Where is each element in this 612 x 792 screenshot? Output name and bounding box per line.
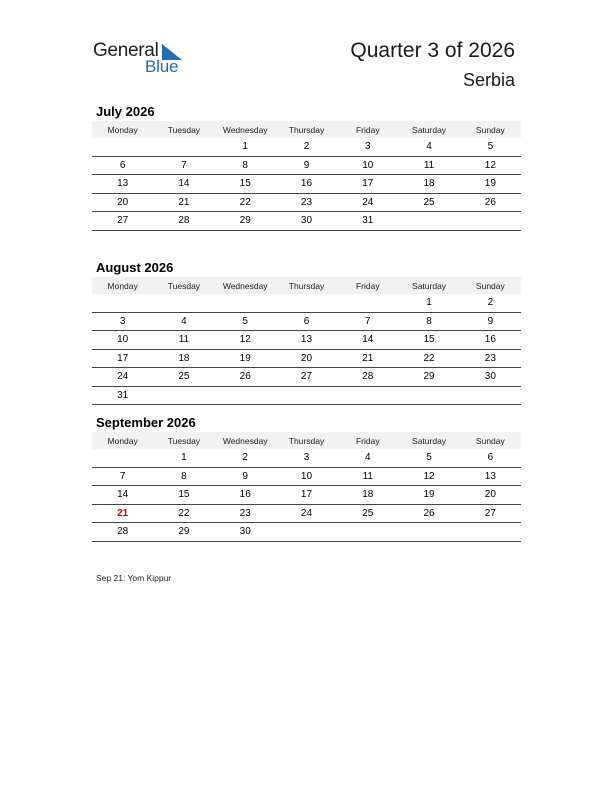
day-cell: 2 bbox=[215, 449, 276, 467]
week-row bbox=[92, 349, 521, 368]
day-cell: 27 bbox=[92, 212, 153, 231]
day-cell: 9 bbox=[276, 156, 337, 175]
week-row bbox=[92, 156, 521, 175]
day-cell: 22 bbox=[398, 349, 459, 368]
day-cell bbox=[398, 523, 459, 542]
day-cell bbox=[153, 386, 214, 405]
weekday-header: Saturday bbox=[398, 277, 459, 294]
holiday-note: Sep 21: Yom Kippur bbox=[96, 573, 172, 583]
day-cell: 7 bbox=[92, 467, 153, 486]
day-cell: 26 bbox=[460, 193, 521, 212]
generalblue-logo bbox=[93, 40, 193, 80]
day-cell: 24 bbox=[337, 193, 398, 212]
day-cell: 7 bbox=[153, 156, 214, 175]
day-cell: 11 bbox=[153, 331, 214, 350]
week-row bbox=[92, 368, 521, 387]
day-cell: 27 bbox=[276, 368, 337, 387]
weekday-header: Friday bbox=[337, 432, 398, 449]
day-cell: 19 bbox=[398, 486, 459, 505]
week-row bbox=[92, 312, 521, 331]
day-cell: 30 bbox=[276, 212, 337, 231]
day-cell: 27 bbox=[460, 504, 521, 523]
day-cell bbox=[153, 294, 214, 312]
day-cell: 23 bbox=[276, 193, 337, 212]
day-cell: 13 bbox=[460, 467, 521, 486]
day-cell: 6 bbox=[276, 312, 337, 331]
day-cell: 18 bbox=[337, 486, 398, 505]
day-cell: 1 bbox=[153, 449, 214, 467]
day-cell: 9 bbox=[215, 467, 276, 486]
day-cell bbox=[153, 138, 214, 156]
day-cell: 31 bbox=[92, 386, 153, 405]
day-cell: 17 bbox=[92, 349, 153, 368]
day-cell bbox=[92, 449, 153, 467]
day-cell: 29 bbox=[215, 212, 276, 231]
day-cell: 30 bbox=[215, 523, 276, 542]
day-cell: 22 bbox=[215, 193, 276, 212]
weekday-header: Wednesday bbox=[215, 277, 276, 294]
day-cell: 15 bbox=[215, 175, 276, 194]
day-cell: 17 bbox=[276, 486, 337, 505]
weekday-header: Sunday bbox=[460, 277, 521, 294]
day-cell: 20 bbox=[460, 486, 521, 505]
week-row bbox=[92, 523, 521, 542]
month-title: August 2026 bbox=[96, 260, 174, 275]
weekday-header: Wednesday bbox=[215, 121, 276, 138]
week-row bbox=[92, 386, 521, 405]
weekday-header: Tuesday bbox=[153, 121, 214, 138]
day-cell bbox=[215, 294, 276, 312]
week-row bbox=[92, 331, 521, 350]
day-cell: 24 bbox=[92, 368, 153, 387]
day-cell: 30 bbox=[460, 368, 521, 387]
day-cell: 5 bbox=[398, 449, 459, 467]
day-cell bbox=[460, 523, 521, 542]
week-row bbox=[92, 486, 521, 505]
day-cell: 6 bbox=[460, 449, 521, 467]
weekday-header: Saturday bbox=[398, 121, 459, 138]
day-cell: 19 bbox=[215, 349, 276, 368]
day-cell: 18 bbox=[398, 175, 459, 194]
logo-blue-text: Blue bbox=[145, 57, 179, 76]
day-cell: 11 bbox=[337, 467, 398, 486]
day-cell: 13 bbox=[276, 331, 337, 350]
day-cell: 16 bbox=[215, 486, 276, 505]
weekday-header: Sunday bbox=[460, 121, 521, 138]
day-cell bbox=[215, 386, 276, 405]
day-cell: 10 bbox=[337, 156, 398, 175]
day-cell: 18 bbox=[153, 349, 214, 368]
day-cell bbox=[460, 386, 521, 405]
weekday-header: Sunday bbox=[460, 432, 521, 449]
weekday-header: Monday bbox=[92, 432, 153, 449]
day-cell: 16 bbox=[276, 175, 337, 194]
day-cell: 4 bbox=[398, 138, 459, 156]
month-august bbox=[92, 258, 521, 405]
day-cell bbox=[92, 294, 153, 312]
day-cell: 28 bbox=[337, 368, 398, 387]
day-cell bbox=[398, 212, 459, 231]
weekday-header: Thursday bbox=[276, 277, 337, 294]
day-cell: 21 bbox=[337, 349, 398, 368]
day-cell: 31 bbox=[337, 212, 398, 231]
weekday-header: Monday bbox=[92, 277, 153, 294]
day-cell: 14 bbox=[153, 175, 214, 194]
day-cell: 25 bbox=[398, 193, 459, 212]
page-title: Quarter 3 of 2026 bbox=[350, 39, 515, 62]
month-title: July 2026 bbox=[96, 104, 155, 119]
day-cell: 13 bbox=[92, 175, 153, 194]
weekday-header: Wednesday bbox=[215, 432, 276, 449]
day-cell: 5 bbox=[460, 138, 521, 156]
day-cell: 3 bbox=[276, 449, 337, 467]
day-cell: 29 bbox=[153, 523, 214, 542]
weekday-header: Tuesday bbox=[153, 432, 214, 449]
day-cell: 8 bbox=[215, 156, 276, 175]
day-cell: 4 bbox=[337, 449, 398, 467]
week-row bbox=[92, 467, 521, 486]
day-cell: 4 bbox=[153, 312, 214, 331]
month-september bbox=[92, 413, 521, 542]
country-name: Serbia bbox=[462, 70, 515, 90]
weekday-header: Monday bbox=[92, 121, 153, 138]
calendar-table bbox=[92, 432, 521, 542]
day-cell: 29 bbox=[398, 368, 459, 387]
day-cell: 12 bbox=[460, 156, 521, 175]
month-july bbox=[92, 102, 521, 231]
day-cell: 7 bbox=[337, 312, 398, 331]
day-cell: 26 bbox=[215, 368, 276, 387]
day-cell: 20 bbox=[276, 349, 337, 368]
day-cell bbox=[337, 523, 398, 542]
logo-general-text: General bbox=[93, 40, 159, 61]
day-cell: 21 bbox=[92, 504, 153, 523]
month-title: September 2026 bbox=[96, 415, 196, 430]
day-cell bbox=[460, 212, 521, 231]
day-cell: 10 bbox=[276, 467, 337, 486]
day-cell bbox=[276, 294, 337, 312]
day-cell: 8 bbox=[398, 312, 459, 331]
day-cell: 25 bbox=[337, 504, 398, 523]
day-cell: 22 bbox=[153, 504, 214, 523]
week-row bbox=[92, 449, 521, 467]
weekday-header: Tuesday bbox=[153, 277, 214, 294]
weekday-header: Thursday bbox=[276, 121, 337, 138]
day-cell: 21 bbox=[153, 193, 214, 212]
day-cell: 20 bbox=[92, 193, 153, 212]
calendar-table bbox=[92, 277, 521, 405]
week-row bbox=[92, 212, 521, 231]
day-cell: 24 bbox=[276, 504, 337, 523]
week-row bbox=[92, 193, 521, 212]
day-cell: 1 bbox=[398, 294, 459, 312]
day-cell: 14 bbox=[337, 331, 398, 350]
day-cell: 10 bbox=[92, 331, 153, 350]
calendar-table bbox=[92, 121, 521, 231]
day-cell: 11 bbox=[398, 156, 459, 175]
day-cell: 25 bbox=[153, 368, 214, 387]
day-cell bbox=[276, 386, 337, 405]
week-row bbox=[92, 175, 521, 194]
day-cell: 12 bbox=[215, 331, 276, 350]
day-cell: 17 bbox=[337, 175, 398, 194]
day-cell bbox=[92, 138, 153, 156]
day-cell: 1 bbox=[215, 138, 276, 156]
day-cell: 3 bbox=[337, 138, 398, 156]
weekday-header: Friday bbox=[337, 121, 398, 138]
day-cell: 2 bbox=[460, 294, 521, 312]
day-cell: 15 bbox=[398, 331, 459, 350]
day-cell bbox=[337, 386, 398, 405]
day-cell: 28 bbox=[92, 523, 153, 542]
week-row bbox=[92, 138, 521, 156]
day-cell: 23 bbox=[460, 349, 521, 368]
day-cell: 12 bbox=[398, 467, 459, 486]
weekday-header: Saturday bbox=[398, 432, 459, 449]
weekday-header: Thursday bbox=[276, 432, 337, 449]
week-row bbox=[92, 504, 521, 523]
day-cell: 3 bbox=[92, 312, 153, 331]
week-row bbox=[92, 294, 521, 312]
day-cell: 16 bbox=[460, 331, 521, 350]
holiday-notes bbox=[96, 573, 171, 583]
weekday-header: Friday bbox=[337, 277, 398, 294]
day-cell: 26 bbox=[398, 504, 459, 523]
day-cell: 2 bbox=[276, 138, 337, 156]
day-cell bbox=[337, 294, 398, 312]
day-cell: 28 bbox=[153, 212, 214, 231]
day-cell: 15 bbox=[153, 486, 214, 505]
day-cell: 14 bbox=[92, 486, 153, 505]
day-cell: 5 bbox=[215, 312, 276, 331]
page-header bbox=[350, 38, 515, 92]
day-cell bbox=[276, 523, 337, 542]
day-cell: 8 bbox=[153, 467, 214, 486]
day-cell: 23 bbox=[215, 504, 276, 523]
day-cell: 9 bbox=[460, 312, 521, 331]
day-cell bbox=[398, 386, 459, 405]
day-cell: 19 bbox=[460, 175, 521, 194]
day-cell: 6 bbox=[92, 156, 153, 175]
